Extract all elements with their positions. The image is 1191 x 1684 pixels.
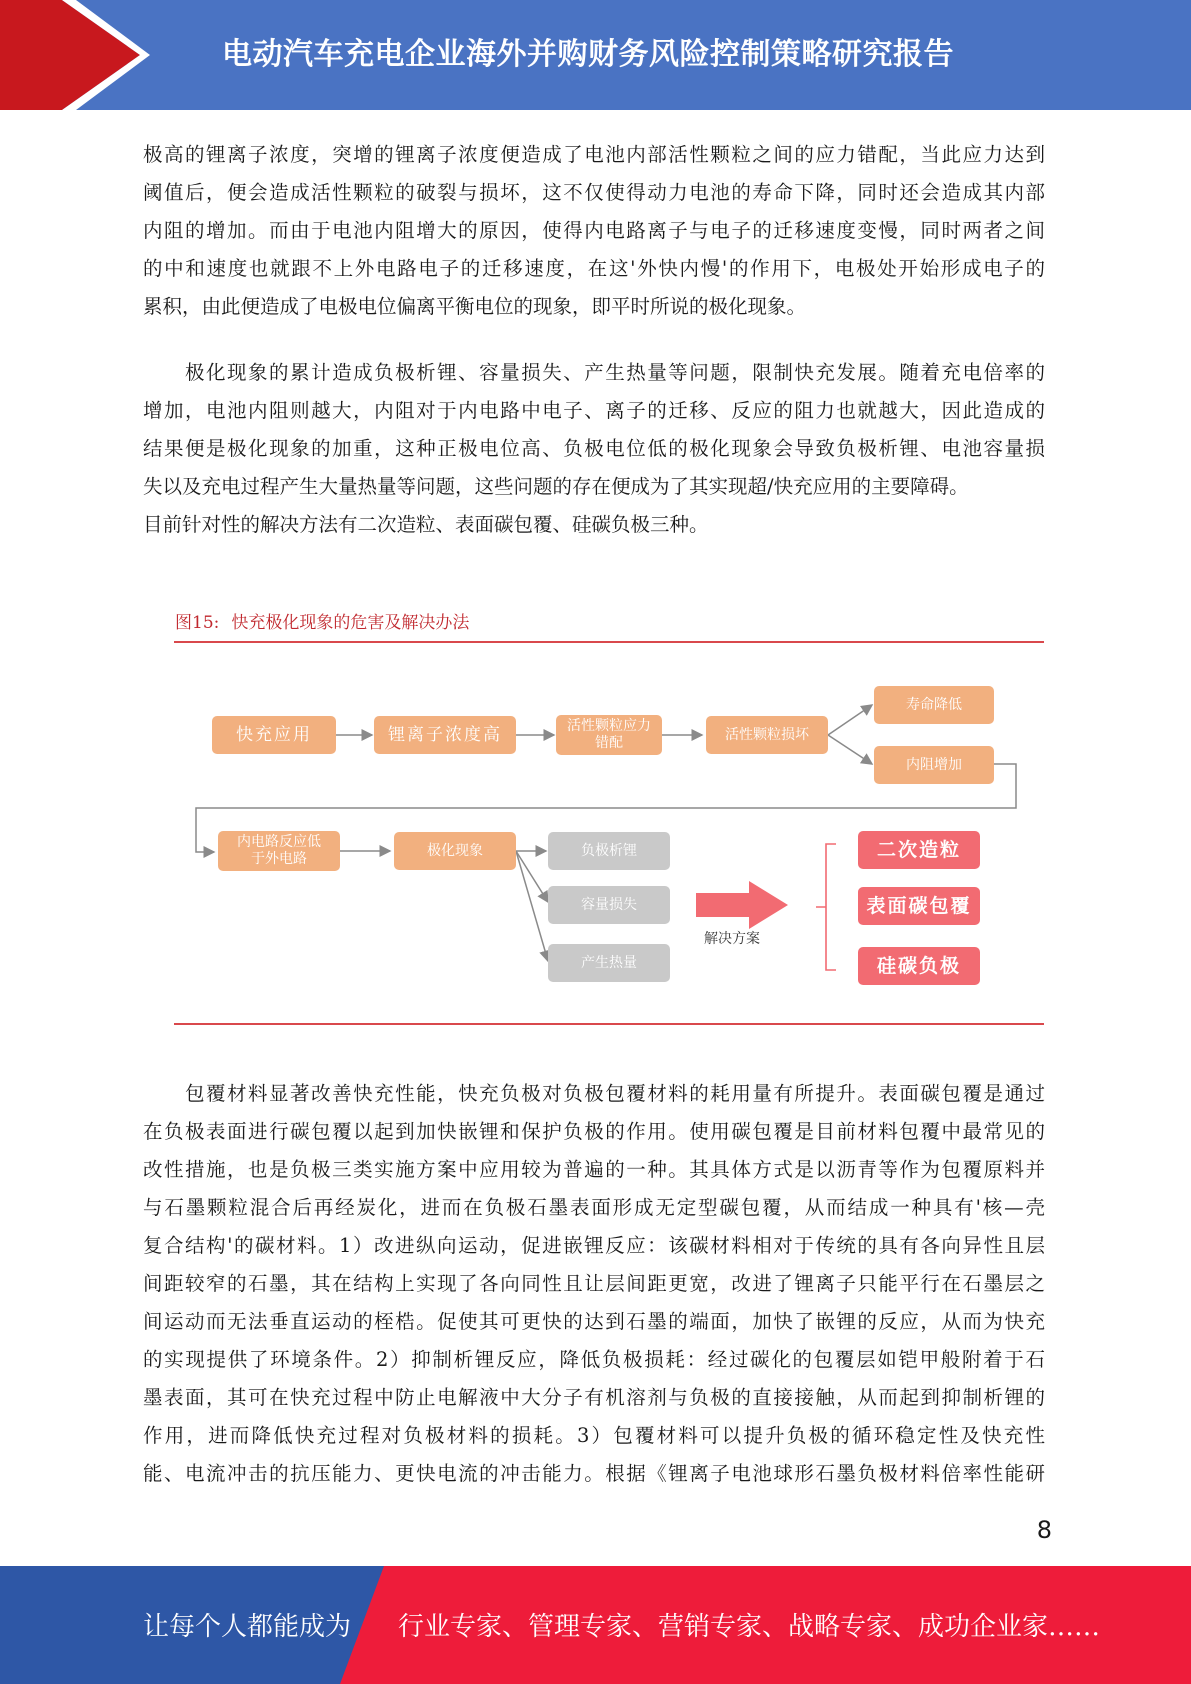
text-line: 间运动而无法垂直运动的桎梏。促使其可更快的达到石墨的端面，加快了嵌锂的反应，从而为快充 (143, 1310, 1045, 1333)
node-lithium-plating: 负极析锂 (548, 832, 670, 870)
report-title: 电动汽车充电企业海外并购财务风险控制策略研究报告 (222, 37, 954, 72)
paragraph-3 (143, 1075, 1045, 1493)
paragraph-1 (143, 136, 1045, 326)
node-particle-damage: 活性颗粒损坏 (706, 716, 828, 754)
text-line: 的中和速度也就跟不上外电路电子的迁移速度，在这'外快内慢'的作用下，电极处开始形成电子的 (143, 257, 1045, 280)
solution-arrow-icon (696, 881, 788, 929)
figure-number: 图15: (175, 613, 220, 633)
text-line: 作用，进而降低快充过程对负极材料的损耗。3）包覆材料可以提升负极的循环稳定性及快充性 (143, 1424, 1045, 1447)
text-line: 墨表面，其可在快充过程中防止电解液中大分子有机溶剂与负极的直接接触，从而起到抑制析锂的 (143, 1386, 1045, 1409)
text-line: 阈值后，便会造成活性颗粒的破裂与损坏，这不仅使得动力电池的寿命下降，同时还会造成其内部 (143, 181, 1045, 204)
figure-top-rule (174, 641, 1044, 643)
page-header (0, 0, 1191, 110)
node-stress-mismatch: 活性颗粒应力错配 (556, 715, 662, 755)
figure-caption (175, 608, 469, 638)
text-line: 能、电流冲击的抗压能力、更快电流的冲击能力。根据《锂离子电池球形石墨负极材料倍率性能研 (143, 1462, 1045, 1485)
text-line: 结果便是极化现象的加重，这种正极电位高、负极电位低的极化现象会导致负极析锂、电池容量损 (143, 437, 1045, 460)
node-heat: 产生热量 (548, 944, 670, 982)
solution-bracket (816, 844, 836, 970)
text-line: 间距较窄的石墨，其在结构上实现了各向同性且让层间距更宽，改进了锂离子只能平行在石墨层之 (143, 1272, 1045, 1295)
text-line: 目前针对性的解决方法有二次造粒、表面碳包覆、硅碳负极三种。 (143, 513, 709, 536)
node-resistance-increase: 内阻增加 (874, 746, 994, 784)
node-capacity-loss: 容量损失 (548, 886, 670, 924)
node-silicon-carbon: 硅碳负极 (858, 947, 980, 985)
page-footer (0, 1566, 1191, 1684)
footer-slogan-right: 行业专家、管理专家、营销专家、战略专家、成功企业家…… (398, 1612, 1101, 1642)
page-number: 8 (1036, 1516, 1052, 1544)
node-internal-reaction: 内电路反应低于外电路 (218, 831, 340, 871)
text-line: 累积，由此便造成了电极电位偏离平衡电位的现象，即平时所说的极化现象。 (143, 295, 807, 318)
node-polarization: 极化现象 (394, 832, 516, 870)
paragraph-2 (143, 354, 1045, 544)
text-line: 失以及充电过程产生大量热量等问题，这些问题的存在便成为了其实现超/快充应用的主要障碍。 (143, 475, 969, 498)
text-line: 复合结构'的碳材料。1）改进纵向运动，促进嵌锂反应：该碳材料相对于传统的具有各向异性且层 (143, 1234, 1045, 1257)
text-line: 与石墨颗粒混合后再经炭化，进而在负极石墨表面形成无定型碳包覆，从而结成一种具有'核—壳 (143, 1196, 1045, 1219)
figure-bottom-rule (174, 1023, 1044, 1025)
node-li-concentration: 锂离子浓度高 (374, 716, 516, 754)
text-line: 包覆材料显著改善快充性能，快充负极对负极包覆材料的耗用量有所提升。表面碳包覆是通过 (185, 1082, 1045, 1105)
node-life-reduction: 寿命降低 (874, 686, 994, 724)
text-line: 极高的锂离子浓度，突增的锂离子浓度便造成了电池内部活性颗粒之间的应力错配，当此应力达到 (143, 143, 1045, 166)
text-line: 内阻的增加。而由于电池内阻增大的原因，使得内电路离子与电子的迁移速度变慢，同时两者之间 (143, 219, 1045, 242)
text-line: 的实现提供了环境条件。2）抑制析锂反应，降低负极损耗：经过碳化的包覆层如铠甲般附着于石 (143, 1348, 1045, 1371)
text-line: 在负极表面进行碳包覆以起到加快嵌锂和保护负极的作用。使用碳包覆是目前材料包覆中最常见的 (143, 1120, 1045, 1143)
text-line: 改性措施，也是负极三类实施方案中应用较为普遍的一种。其具体方式是以沥青等作为包覆原料并 (143, 1158, 1045, 1181)
figure-title: 快充极化现象的危害及解决办法 (231, 613, 470, 633)
solution-label: 解决方案 (704, 931, 760, 947)
flow-diagram (174, 650, 1044, 1020)
node-secondary-granulation: 二次造粒 (858, 831, 980, 869)
text-line: 增加，电池内阻则越大，内阻对于内电路中电子、离子的迁移、反应的阻力也就越大，因此造成的 (143, 399, 1045, 422)
footer-slogan-left: 让每个人都能成为 (143, 1612, 352, 1642)
text-line: 极化现象的累计造成负极析锂、容量损失、产生热量等问题，限制快充发展。随着充电倍率的 (185, 361, 1045, 384)
node-carbon-coating: 表面碳包覆 (858, 887, 980, 925)
node-fast-charge: 快充应用 (212, 716, 336, 754)
